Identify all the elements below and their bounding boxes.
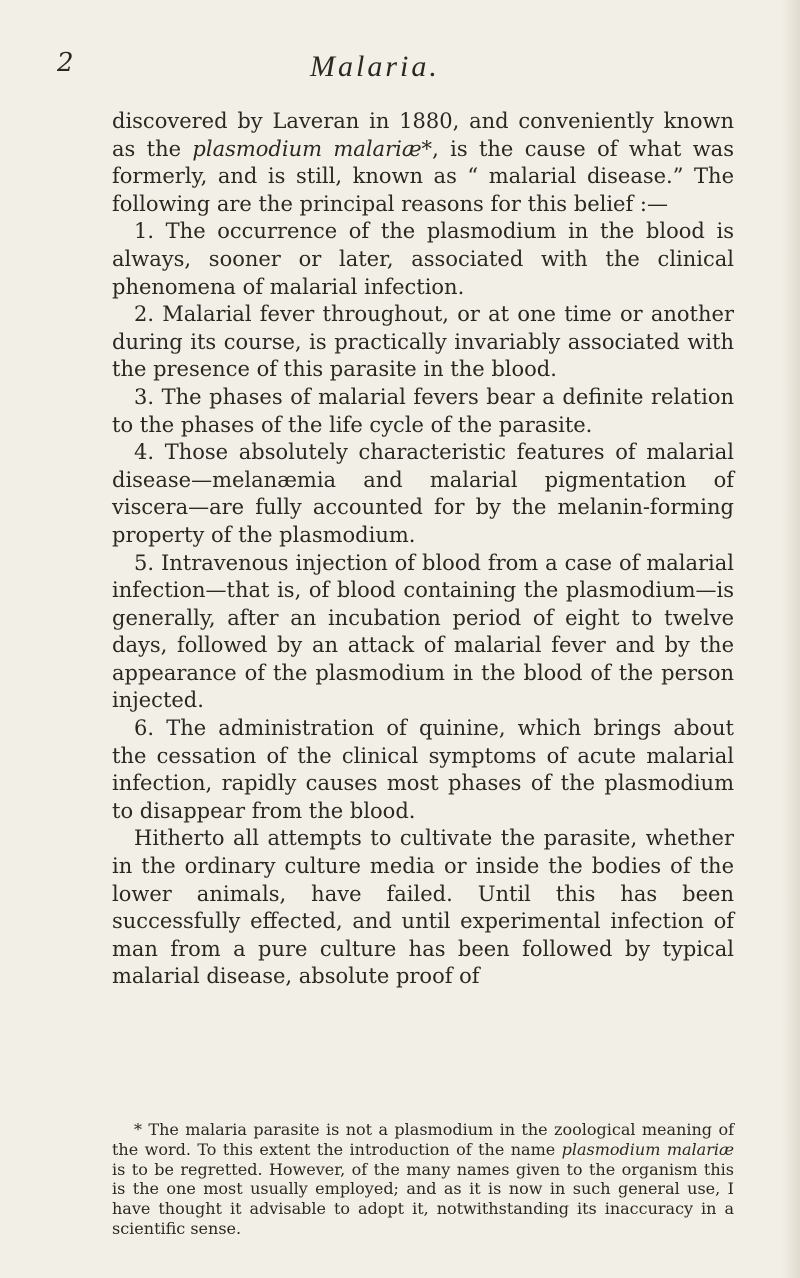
reason-1: 1. The occurrence of the plasmodium in the blood is always, sooner or later, associated with the clinical phenomena of malarial infection.	[112, 219, 734, 299]
footnote-text-after: is to be regretted. However, of the many names given to the organism this is the one most usually employed; and as it is now in such general use, I have thought it advisable to adopt it, notwithstanding its inaccuracy in a scientific sense.	[112, 1159, 734, 1238]
footnote	[112, 1120, 734, 1239]
running-head: Malaria.	[310, 50, 440, 83]
footnote-text-before: * The malaria parasite is not a plasmodium in the zoological meaning of the word. To this extent the introduction of the name	[112, 1120, 734, 1159]
page-edge-shadow	[782, 0, 800, 1278]
intro-paragraph	[112, 108, 734, 218]
page-header	[0, 48, 800, 88]
reason-2: 2. Malarial fever throughout, or at one time or another during its course, is practically invariably associated with the presence of this parasite in the blood.	[112, 302, 734, 382]
closing-paragraph: Hitherto all attempts to cultivate the parasite, whether in the ordinary culture media or inside the bodies of the lower animals, have failed. Until this has been successfully effected, and until experimental infection of man from a pure culture has been followed by typical malarial disease, absolute proof of	[112, 826, 734, 989]
intro-italic-term: plasmodium malariæ*	[192, 136, 433, 161]
page-number: 2	[57, 48, 74, 78]
reason-4: 4. Those absolutely characteristic features of malarial disease—melanæmia and malarial pigmentation of viscera—are fully accounted for by the melanin-forming property of the plasmodium.	[112, 440, 734, 547]
reason-6: 6. The administration of quinine, which brings about the cessation of the clinical symptoms of acute malarial infection, rapidly causes most phases of the plasmodium to disappear from the blood.	[112, 716, 734, 823]
footnote-italic-term: plasmodium malariæ	[561, 1139, 734, 1159]
intro-text-before: discovered by Laveran in 1880, and conveniently known as the	[112, 109, 734, 161]
body-text	[112, 108, 734, 991]
reason-5: 5. Intravenous injection of blood from a case of malarial infection—that is, of blood containing the plasmodium—is generally, after an incubation period of eight to twelve days, followed by an attack of malarial fever and by the appearance of the plasmodium in the blood of the person injected.	[112, 550, 734, 713]
reason-3: 3. The phases of malarial fevers bear a definite relation to the phases of the life cycle of the parasite.	[112, 384, 734, 437]
intro-text-after: , is the cause of what was formerly, and is still, known as “ malarial disease.” The following are the principal reasons for this belief :—	[112, 136, 734, 216]
